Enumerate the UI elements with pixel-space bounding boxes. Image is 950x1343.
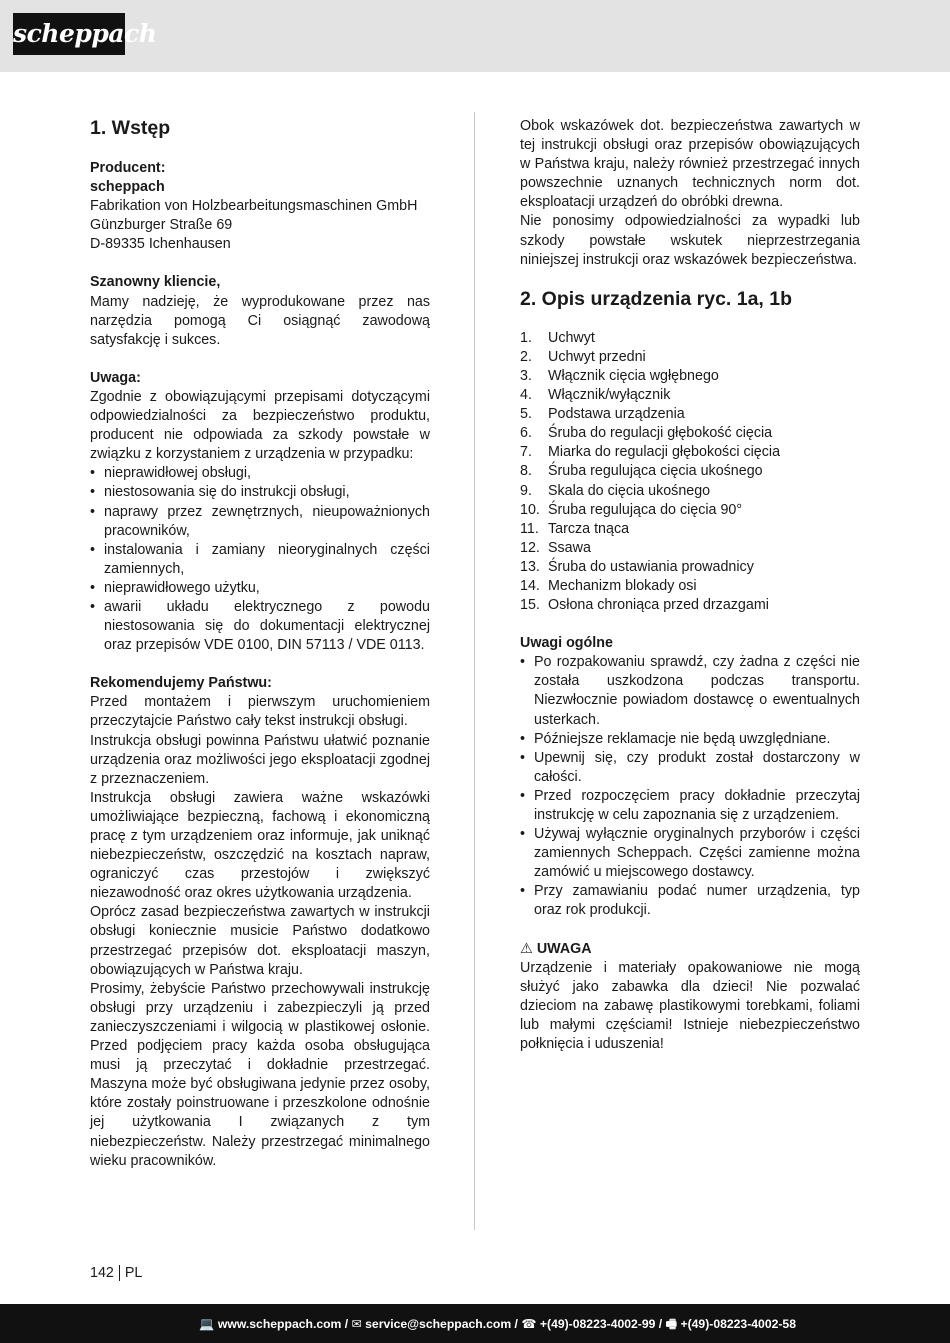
liability-list [90,464,430,655]
list-item: 13. Śruba do ustawiania prowadnicy [520,558,754,575]
paragraph: Nie ponosimy odpowiedzialności za wypadki lub szkody powstałe wskutek nieprzestrzegania niniejszej instrukcji oraz wskazówek bezpieczeństwa. [520,213,860,268]
paragraph: Przed montażem i pierwszym uruchomieniem przeczytajcie Państwo cały tekst instrukcji obsługi. [90,694,430,730]
list-item: • nieprawidłowej obsługi, [90,464,430,483]
recommend-block [90,674,430,1170]
list-item: 11. Tarcza tnąca [520,520,630,537]
list-item: • nieprawidłowego użytku, [90,579,430,598]
list-item: • Przy zamawianiu podać numer urządzenia, typ oraz rok produkcji. [520,882,860,920]
list-item: 9. Skala do cięcia ukośnego [520,482,711,499]
liability-block [90,369,430,655]
section-1-heading: 1. Wstęp [90,117,171,139]
caution-block [520,940,860,1055]
liability-text: Zgodnie z obowiązującymi przepisami dotyczącymi odpowiedzialności za bezpieczeństwo produktu, producent nie odpowiada za szkody powstałe w związku z korzystaniem z urządzenia w przypadku: [90,388,430,463]
producer-street: Günzburger Straße 69 [90,217,233,234]
list-item: 3. Włącznik cięcia wgłębnego [520,367,719,384]
list-item: • naprawy przez zewnętrznych, nieupoważnionych pracowników, [90,503,430,541]
list-item: 7. Miarka do regulacji głębokości cięcia [520,444,781,461]
column-divider [474,112,475,1230]
section-2-heading: 2. Opis urządzenia ryc. 1a, 1b [520,287,793,310]
header-band [0,0,950,72]
general-notes-block [520,634,860,920]
list-item: • niestosowania się do instrukcji obsługi, [90,483,430,502]
general-notes-list [520,653,860,920]
page-number-footer [90,1265,142,1281]
producer-name: scheppach [90,179,165,196]
paragraph: Instrukcja obsługi powinna Państwu ułatwić poznanie urządzenia oraz możliwości jego eksploatacji zgodnej z przeznaczeniem. [90,732,430,787]
list-item: 4. Włącznik/wyłącznik [520,387,671,404]
list-item: 8. Śruba regulująca cięcia ukośnego [520,463,763,480]
list-item: • instalowania i zamiany nieoryginalnych części zamiennych, [90,541,430,579]
left-column [90,117,430,1171]
list-item: • Po rozpakowaniu sprawdź, czy żadna z części nie została uszkodzona podczas transportu. Niezwłocznie powiadom dostawcę o ewentualnych usterkach. [520,653,860,729]
parts-list [520,329,860,615]
list-item: 2. Uchwyt przedni [520,348,646,365]
list-item: • Upewnij się, czy produkt został dostarczony w całości. [520,749,860,787]
recommend-title: Rekomendujemy Państwu: [90,675,272,692]
list-item: • awarii układu elektrycznego z powodu niestosowania się do dokumentacji elektrycznej oraz przepisów VDE 0100, DIN 57113 / VDE 0113. [90,598,430,655]
paragraph: Instrukcja obsługi zawiera ważne wskazówki umożliwiające bezpieczną, fachową i ekonomiczną pracę z tym urządzeniem oraz informuje, jak uniknąć niebezpieczeństw, oszczędzić na kosztach napraw, ograniczyć czas przestojów i zwiększyć niezawodność oraz okres użytkowania urządzenia. [90,789,430,902]
producer-company: Fabrikation von Holzbearbeitungsmaschinen GmbH [90,198,418,215]
greeting-title: Szanowny kliencie, [90,274,221,291]
general-notes-title: Uwagi ogólne [520,635,613,652]
caution-text: Urządzenie i materiały opakowaniowe nie mogą służyć jako zabawka dla dzieci! Nie pozwalać dzieciom na zabawę plastikowymi torebkami, foliami lub małymi częściami! Istnieje niebezpieczeństwo połknięcia i uduszenia! [520,959,860,1053]
list-item: 12. Ssawa [520,539,591,556]
paragraph: Oprócz zasad bezpieczeństwa zawartych w instrukcji obsługi koniecznie musicie Państwo dodatkowo przestrzegać przepisów dot. eksploatacji maszyn, obowiązujących w Państwa kraju. [90,904,430,978]
language-code: PL [124,1265,143,1281]
right-column [520,117,860,1054]
list-item: 10. Śruba regulująca do cięcia 90° [520,501,743,518]
greeting-text: Mamy nadzieję, że wyprodukowane przez nas narzędzia pomogą Ci osiągnąć zawodową satysfakcję i sukces. [90,293,430,348]
producer-title: Producent: [90,160,166,176]
scheppach-logo: scheppach [13,13,125,55]
page-number: 142 [90,1265,114,1281]
liability-title: Uwaga: [90,369,141,386]
paragraph: Prosimy, żebyście Państwo przechowywali instrukcję obsługi przy urządzeniu i zabezpieczyli ją przed zanieczyszczeniami i wilgocią w plastikowej osłonie. Przed podjęciem pracy każda osoba obsługująca musi ją przeczytać i dokładnie przestrzegać. Maszyna może być obsługiwana jedynie przez osoby, które zostały poinstruowane i przeszkolone odnośnie jej użytkowania I związanych z tym niebezpieczeństw. Należy przestrzegać minimalnego wieku pracowników. [90,980,430,1169]
list-item: • Przed rozpoczęciem pracy dokładnie przeczytaj instrukcję w celu zapoznania się z urządzeniem. [520,787,860,825]
paragraph: Obok wskazówek dot. bezpieczeństwa zawartych w tej instrukcji obsługi oraz przepisów obowiązujących w Państwa kraju, należy również przestrzegać innych powszechnie uznanych technicznych norm dot. eksploatacji urządzeń do obróbki drewna. [520,118,860,211]
list-item: 5. Podstawa urządzenia [520,406,685,423]
list-item: 14. Mechanizm blokady osi [520,577,697,594]
intro-block [520,117,860,270]
contact-band [0,1304,950,1343]
greeting-block [90,273,430,349]
caution-heading [520,940,860,959]
list-item: 15. Osłona chroniąca przed drzazgami [520,597,769,614]
warning-triangle-icon: ⚠ [520,940,533,957]
producer-city: D-89335 Ichenhausen [90,236,231,253]
list-item: • Używaj wyłącznie oryginalnych przyborów i części zamiennych Scheppach. Części zamienne można zamówić u miejscowego dostawcy. [520,825,860,882]
list-item: • Późniejsze reklamacje nie będą uwzględniane. [520,730,860,749]
page-separator [119,1265,120,1281]
list-item: 6. Śruba do regulacji głębokość cięcia [520,425,773,442]
caution-title: UWAGA [536,940,592,957]
contact-line: 💻 www.scheppach.com / ✉ service@scheppach.com / ☎ +(49)-08223-4002-99 / 🖷 +(49)-08223-4002-58 [199,1317,796,1331]
producer-block [90,159,430,254]
list-item: 1. Uchwyt [520,329,595,346]
